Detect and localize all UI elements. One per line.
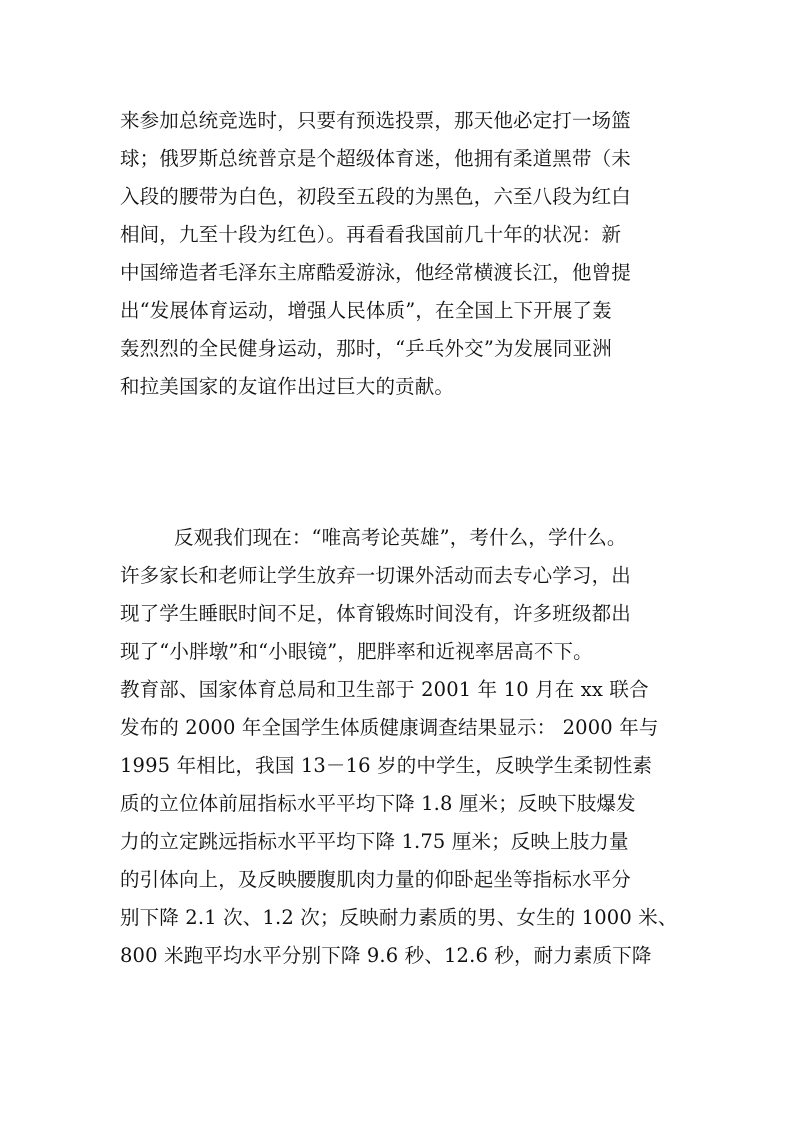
paragraph-line: 中国缔造者毛泽东主席酷爱游泳，他经常横渡长江，他曾提: [120, 261, 631, 284]
paragraph-line: 现了学生睡眠时间不足，体育锻炼时间没有，许多班级都出: [120, 602, 631, 625]
paragraph-line: 相间，九至十段为红色）。再看看我国前几十年的状况：新: [120, 223, 622, 246]
paragraph-line: 别下降 2.1 次、1.2 次；反映耐力素质的男、女生的 1000 米、: [120, 906, 678, 929]
paragraph-line: 发布的 2000 年全国学生体质健康调查结果显示： 2000 年与: [120, 716, 659, 739]
paragraph-2: [120, 519, 680, 975]
paragraph-line: 的引体向上，及反映腰腹肌肉力量的仰卧起坐等指标水平分: [120, 868, 631, 891]
paragraph-line: 现了“小胖墩”和“小眼镜”，肥胖率和近视率居高不下。: [120, 640, 593, 663]
paragraph-line: 800 米跑平均水平分别下降 9.6 秒、12.6 秒，耐力素质下降: [120, 944, 652, 967]
paragraph-line: 力的立定跳远指标水平平均下降 1.75 厘米；反映上肢力量: [120, 830, 629, 853]
paragraph-line: 球；俄罗斯总统普京是个超级体育迷，他拥有柔道黑带（未: [120, 147, 631, 170]
paragraph-line: 出“发展体育运动，增强人民体质”，在全国上下开展了轰: [120, 299, 612, 322]
paragraph-line: 轰烈烈的全民健身运动，那时，“乒乓外交”为发展同亚洲: [120, 337, 612, 360]
paragraph-1: [120, 102, 680, 406]
paragraph-line: 教育部、国家体育总局和卫生部于 2001 年 10 月在 xx 联合: [120, 678, 649, 701]
paragraph-line: 和拉美国家的友谊作出过巨大的贡献。: [120, 375, 455, 398]
paragraph-first-line: 反观我们现在：“唯高考论英雄”，考什么，学什么。: [174, 526, 627, 549]
paragraph-line: 许多家长和老师让学生放弃一切课外活动而去专心学习，出: [120, 564, 631, 587]
paragraph-line: 1995 年相比，我国 13－16 岁的中学生，反映学生柔韧性素: [120, 754, 653, 777]
paragraph-line: 入段的腰带为白色，初段至五段的为黑色，六至八段为红白: [120, 185, 631, 208]
paragraph-line: 来参加总统竞选时，只要有预选投票，那天他必定打一场篮: [120, 109, 631, 132]
paragraph-line: 质的立位体前屈指标水平平均下降 1.8 厘米；反映下肢爆发: [120, 792, 636, 815]
